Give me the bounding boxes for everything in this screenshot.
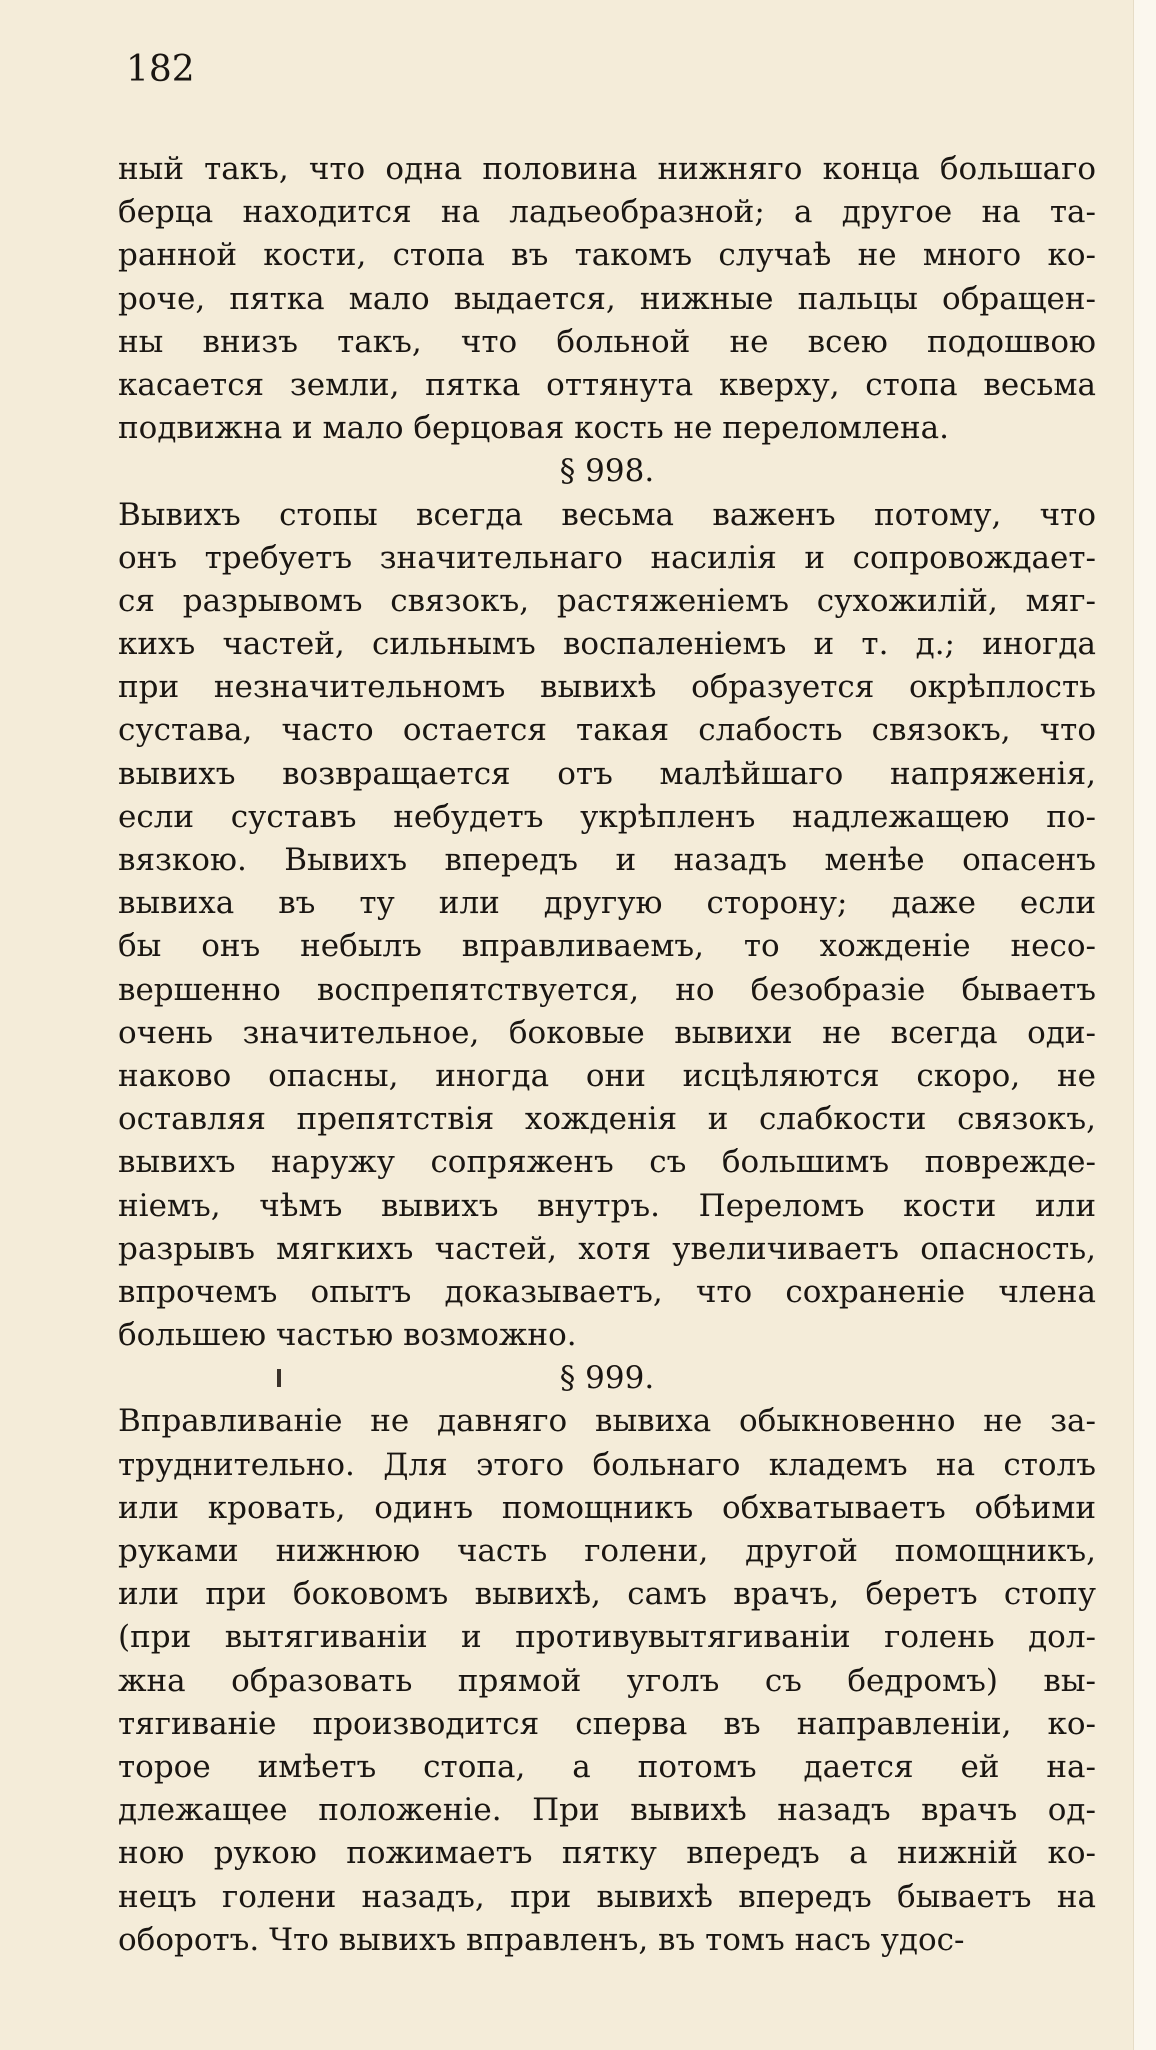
text-line: очень значительное, боковые вывихи не всегда оди- [118,1014,1096,1051]
ink-mark [277,1369,281,1387]
text-line: тягиваніе производится сперва въ направленіи, ко- [118,1705,1096,1742]
text-line: торое имѣетъ стопа, а потомъ дается ей на- [118,1748,1096,1785]
paragraph [118,494,1096,1358]
text-line: оставляя препятствія хожденія и слабкости связокъ, [118,1101,1096,1138]
paragraph [118,148,1096,450]
text-line: оборотъ. Что вывихъ вправленъ, въ томъ насъ удос- [118,1921,965,1958]
text-line: ною рукою пожимаетъ пятку впередъ а нижній ко- [118,1835,1096,1872]
text-line: наково опасны, иногда они исцѣляются скоро, не [118,1057,1096,1094]
text-line: ный такъ, что одна половина нижняго конца большаго [118,151,1096,187]
text-line: онъ требуетъ значительнаго насилія и сопровождает- [118,539,1096,576]
page-edge [1133,0,1156,2050]
text-line: большею частью возможно. [118,1317,577,1354]
text-line: вывихъ наружу сопряженъ съ большимъ поврежде- [118,1144,1096,1181]
text-line: касается земли, пятка оттянута кверху, стопа весьма [118,366,1096,403]
text-line: руками нижнюю часть голени, другой помощникъ, [118,1533,1096,1569]
text-line: Вправливаніе не давняго вывиха обыкновенно не за- [118,1403,1096,1440]
text-line: вершенно воспрепятствуется, но безобразіе бываетъ [118,971,1096,1008]
text-line: нецъ голени назадъ, при вывихѣ впередъ бываетъ на [118,1878,1096,1915]
text-line: или при боковомъ вывихѣ, самъ врачъ, беретъ стопу [118,1576,1096,1613]
text-line: ся разрывомъ связокъ, растяженіемъ сухожилій, мяг- [118,582,1096,619]
text-line: ранной кости, стопа въ такомъ случаѣ не много ко- [118,237,1096,274]
page-text [118,148,1096,1962]
section-heading: § 998. [559,453,655,490]
text-line: бы онъ небылъ вправливаемъ, то хожденіе несо- [118,928,1096,965]
section-heading: § 999. [559,1360,655,1397]
text-line: ніемъ, чѣмъ вывихъ внутръ. Переломъ кости или [118,1187,1096,1224]
text-line: вязкою. Вывихъ впередъ и назадъ менѣе опасенъ [118,842,1096,878]
text-line: ны внизъ такъ, что больной не всею подошвою [118,323,1096,360]
text-line: кихъ частей, сильнымъ воспаленіемъ и т. д.; иногда [118,626,1096,663]
text-line: длежащее положеніе. При вывихѣ назадъ врачъ од- [118,1792,1096,1829]
text-line: берца находится на ладьеобразной; а другое на та- [118,194,1096,231]
text-line: (при вытягиваніи и противувытягиваніи голень дол- [118,1619,1096,1656]
text-line: вывихъ возвращается отъ малѣйшаго напряженія, [118,755,1096,792]
text-line: подвижна и мало берцовая кость не переломлена. [118,410,950,447]
text-line: при незначительномъ вывихѣ образуется окрѣплость [118,669,1096,706]
text-line: жна образовать прямой уголъ съ бедромъ) вы- [118,1662,1096,1699]
paragraph [118,1400,1096,1961]
text-line: сустава, часто остается такая слабость связокъ, что [118,712,1096,749]
text-line: труднительно. Для этого больнаго кладемъ на столъ [118,1446,1096,1483]
text-line: вывиха въ ту или другую сторону; даже если [118,885,1096,922]
page-number: 182 [126,49,195,90]
text-line: роче, пятка мало выдается, нижные пальцы обращен- [118,280,1096,317]
text-line: если суставъ небудетъ укрѣпленъ надлежащею по- [118,798,1096,835]
text-line: Вывихъ стопы всегда весьма важенъ потому, что [118,496,1096,533]
text-line: или кровать, одинъ помощникъ обхватываетъ обѣими [118,1489,1096,1526]
text-line: разрывъ мягкихъ частей, хотя увеличиваетъ опасность, [118,1230,1096,1267]
text-line: впрочемъ опытъ доказываетъ, что сохраненіе члена [118,1273,1096,1310]
